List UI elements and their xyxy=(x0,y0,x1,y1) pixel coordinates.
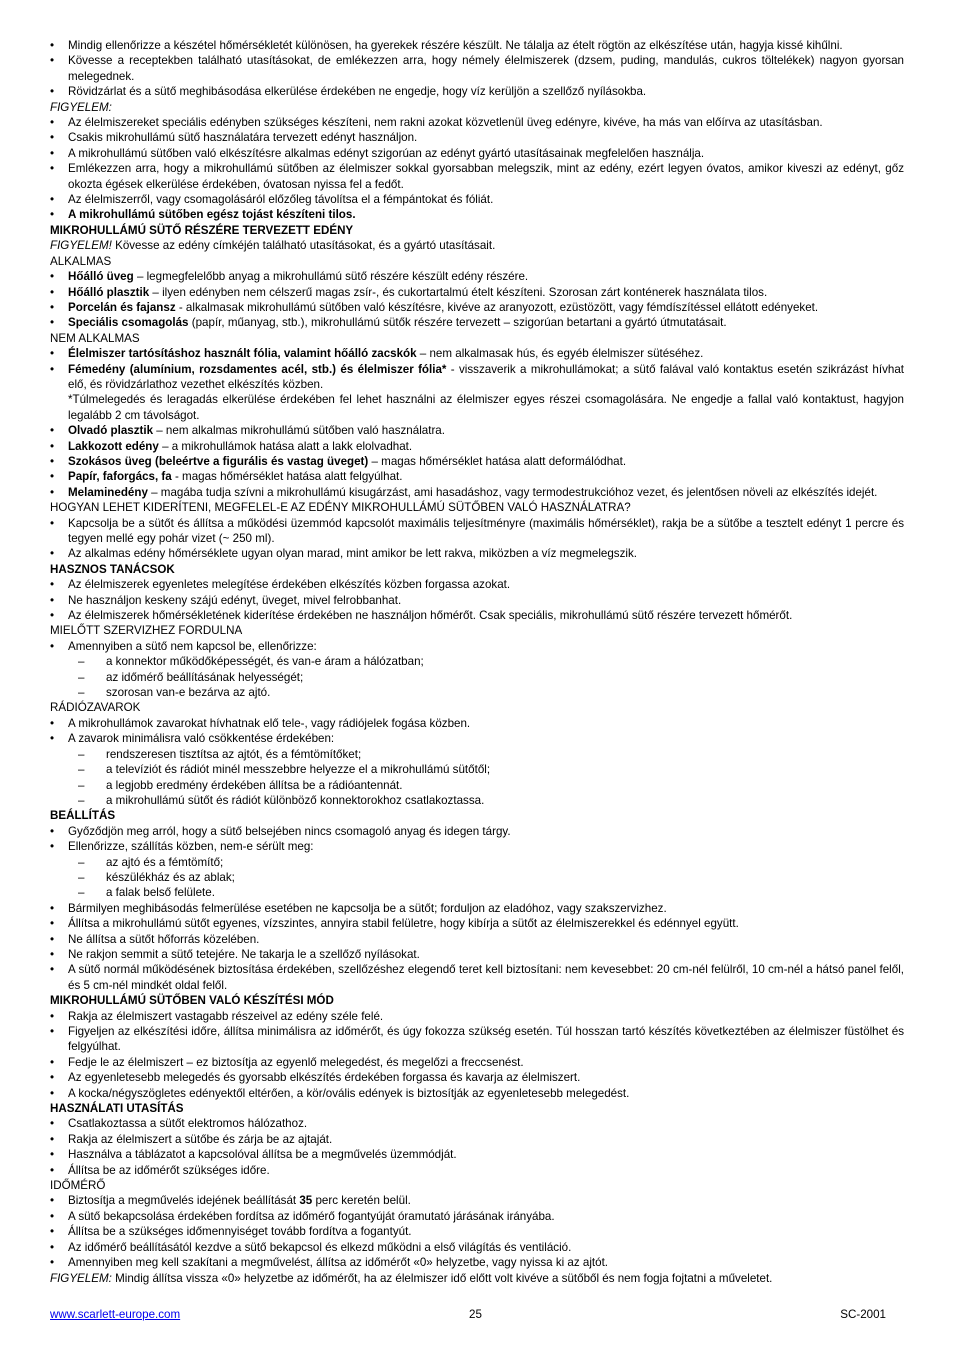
bullet-item: • Csakis mikrohullámú sütő használatára tervezett edényt használjon. xyxy=(50,130,904,145)
bullet-item: • Ne használjon keskeny szájú edényt, üveget, mivel felrobbanhat. xyxy=(50,593,904,608)
paragraph: HOGYAN LEHET KIDERÍTENI, MEGFELEL-E AZ EDÉNY MIKROHULLÁMÚ SÜTŐBEN VALÓ HASZNÁLATRA? xyxy=(50,501,631,515)
bullet-item: • Emlékezzen arra, hogy a mikrohullámú sütőben az élelmiszer sokkal gyorsabban melegszik, mint az edény, ezért legyen óvatos, amikor kiveszi az edényt, gőz okozta égések elkerülése érdekében, óvatosan nyissa fel a fedőt. xyxy=(50,161,904,192)
dash-item: – a televíziót és rádiót minél messzebbre helyezze el a mikrohullámú sütőtől; xyxy=(50,762,904,777)
bullet-item: • Kapcsolja be a sütőt és állítsa a működési üzemmód kapcsolót maximális teljesítményre (maximális hőmérséklet), rakja be a sütőbe a tesztelt edényt 1 percre és tegyen mellé egy pohár vizet (~ 250 ml). xyxy=(50,516,904,547)
bullet-item: • Állítsa a mikrohullámú sütőt egyenes, vízszintes, annyira stabil felületre, hogy kibírja a sütőt az élelmiszerekkel és edénnyel együtt. xyxy=(50,916,904,931)
section-heading: MIKROHULLÁMÚ SÜTŐ RÉSZÉRE TERVEZETT EDÉNY xyxy=(50,223,354,237)
bullet-item: • Amennyiben meg kell szakítani a megművelést, állítsa az időmérőt «0» helyzetbe, vagy nyissa ki az ajtót. xyxy=(50,1255,904,1270)
warning-label: FIGYELEM: xyxy=(50,100,112,114)
bullet-item: • Állítsa be az időmérőt szükséges időre. xyxy=(50,1163,904,1178)
bullet-item: • Győződjön meg arról, hogy a sütő belsejében nincs csomagoló anyag és idegen tárgy. xyxy=(50,824,904,839)
dash-item: – szorosan van-e bezárva az ajtó. xyxy=(50,685,904,700)
bullet-item: • Ne rakjon semmit a sütő tetejére. Ne takarja le a szellőző nyílásokat. xyxy=(50,947,904,962)
bullet-item: • Papír, faforgács, fa - magas hőmérséklet hatása alatt felgyúlhat. xyxy=(50,469,904,484)
bullet-item: • Fémedény (alumínium, rozsdamentes acél, stb.) és élelmiszer fólia* - visszaverik a mikrohullámokat; a sütő falával való kontaktus esetén szikrázást hívhat elő, és rövidzárlathoz vezethet elkészítés közben. xyxy=(50,362,904,393)
bullet-item: • Speciális csomagolás (papír, műanyag, stb.), mikrohullámú sütők részére tervezett – szigorúan betartani a gyártó útmutatásait. xyxy=(50,315,904,330)
bullet-item: • Ellenőrizze, szállítás közben, nem-e sérült meg: xyxy=(50,839,904,854)
bullet-item: • Figyeljen az elkészítési időre, állítsa minimálisra az időmérőt, és úgy fokozza szükség esetén. Túl hosszan tartó készítés következtében az élelmiszer füstölhet és felgyúlhat. xyxy=(50,1024,904,1055)
bullet-item: • Mindig ellenőrizze a készétel hőmérsékletét különösen, ha gyerekek részére készült. Ne tálalja az ételt rögtön az elkészítése után, hagyja kissé kihűlni. xyxy=(50,38,904,53)
bullet-item: • A kocka/négyszögletes edényektől eltérően, a kör/ovális edények is biztosítják az egyenletesebb melegedést. xyxy=(50,1086,904,1101)
bullet-item: • Az élelmiszerek hőmérsékletének kiderítése érdekében ne használjon hőmérőt. Csak speciális, mikrohullámú sütő részére tervezett hőmérőt. xyxy=(50,608,904,623)
bullet-item: • Ne állítsa a sütőt hőforrás közelében. xyxy=(50,932,904,947)
dash-item: – a legjobb eredmény érdekében állítsa be a rádióantennát. xyxy=(50,778,904,793)
bullet-item: • A zavarok minimálisra való csökkentése érdekében: xyxy=(50,731,904,746)
bullet-item: • Hőálló plasztik – ilyen edényben nem célszerű magas zsír-, és cukortartalmú ételt készíteni. Szorosan zárt konténerek használata tilos. xyxy=(50,285,904,300)
bullet-item: • Csatlakoztassa a sütőt elektromos hálózathoz. xyxy=(50,1116,904,1131)
dash-item: – készülékház és az ablak; xyxy=(50,870,904,885)
dash-item: – a mikrohullámú sütőt és rádiót különböző konnektorokhoz csatlakoztassa. xyxy=(50,793,904,808)
bullet-item: • Bármilyen meghibásodás felmerülése esetében ne kapcsolja be a sütőt; forduljon az eladóhoz, vagy szakszervizhez. xyxy=(50,901,904,916)
bullet-item: • Az egyenletesebb melegedés és gyorsabb elkészítés érdekében forgassa és kavarja az élelmiszert. xyxy=(50,1070,904,1085)
bullet-item: • Rakja az élelmiszert vastagabb részeivel az edény széle felé. xyxy=(50,1009,904,1024)
paragraph: MIELŐTT SZERVIZHEZ FORDULNA xyxy=(50,624,243,638)
paragraph: FIGYELEM: Mindig állítsa vissza «0» helyzetbe az időmérőt, ha az élelmiszer idő előtt volt kivéve a sütőből és nem fogja fojtatni a műveletet. xyxy=(50,1271,773,1285)
section-heading: BEÁLLÍTÁS xyxy=(50,809,116,823)
bullet-item: • Szokásos üveg (beleértve a figurális és vastag üveget) – magas hőmérséklet hatása alatt deformálódhat. xyxy=(50,454,904,469)
bullet-item: • A sütő normál működésének biztosítása érdekében, szellőzéshez elegendő teret kell biztosítani: nem kevesebbet: 20 cm-nél felülről, 10 cm-nél a hátsó panel felől, és 5 cm-nél mindkét oldal felől. xyxy=(50,962,904,993)
dash-item: – az ajtó és a fémtömítő; xyxy=(50,855,904,870)
bullet-item: • Hőálló üveg – legmegfelelőbb anyag a mikrohullámú sütő részére készült edény részére. xyxy=(50,269,904,284)
bullet-item: • Olvadó plasztik – nem alkalmas mikrohullámú sütőben való használatra. xyxy=(50,423,904,438)
bullet-item: • Az élelmiszerről, vagy csomagolásáról előzőleg távolítsa el a fémpántokat és fóliát. xyxy=(50,192,904,207)
website-link[interactable]: www.scarlett-europe.com xyxy=(50,1308,181,1321)
model-number: SC-2001 xyxy=(840,1308,886,1321)
dash-item: – az időmérő beállításának helyességét; xyxy=(50,670,904,685)
bullet-item: • Állítsa be a szükséges időmennyiséget tovább fordítva a fogantyút. xyxy=(50,1224,904,1239)
paragraph: ALKALMAS xyxy=(50,254,112,268)
bullet-item: • A mikrohullámú sütőben való elkészítésre alkalmas edényt szigorúan az edényt gyártó utasításainak megfelelően használja. xyxy=(50,146,904,161)
bullet-item: • Az alkalmas edény hőmérséklete ugyan olyan marad, mint amikor be lett rakva, miközben a víz megmelegszik. xyxy=(50,546,904,561)
bullet-item: • Amennyiben a sütő nem kapcsol be, ellenőrizze: xyxy=(50,639,904,654)
bullet-item: • A sütő bekapcsolása érdekében fordítsa az időmérő fogantyúját óramutató járásának irányába. xyxy=(50,1209,904,1224)
bullet-item: • Kövesse a receptekben található utasításokat, de emlékezzen arra, hogy némely élelmiszerek (dzsem, puding, mandulás, cukros töltelékek) nagyon gyorsan melegednek. xyxy=(50,53,904,84)
bullet-item: • Használva a táblázatot a kapcsolóval állítsa be a megművelés üzemmódját. xyxy=(50,1147,904,1162)
note-text: *Túlmelegedés és leragadás elkerülése érdekében fel lehet használni az élelmiszer egyes részei csomagolására. Ne engedje a fallal való kontaktust, hagyjon legalább 2 cm távolságot. xyxy=(68,393,904,422)
section-heading: HASZNOS TANÁCSOK xyxy=(50,562,175,576)
bullet-item: • Rövidzárlat és a sütő meghibásodása elkerülése érdekében ne engedje, hogy víz kerüljön a szellőző nyílásokba. xyxy=(50,84,904,99)
bullet-item: • A mikrohullámok zavarokat hívhatnak elő tele-, vagy rádiójelek fogása közben. xyxy=(50,716,904,731)
bullet-item: • A mikrohullámú sütőben egész tojást készíteni tilos. xyxy=(50,207,904,222)
dash-item: – a falak belső felülete. xyxy=(50,885,904,900)
section-heading: MIKROHULLÁMÚ SÜTŐBEN VALÓ KÉSZÍTÉSI MÓD xyxy=(50,994,334,1008)
bullet-item: • Rakja az élelmiszert a sütőbe és zárja be az ajtaját. xyxy=(50,1132,904,1147)
page-number: 25 xyxy=(469,1308,482,1321)
bullet-item: • Biztosítja a megművelés idejének beállítását 35 perc keretén belül. xyxy=(50,1193,904,1208)
bullet-item: • Porcelán és fajansz - alkalmasak mikrohullámú sütőben való készítésre, kivéve az aranyozott, ezüstözött, vagy fémdíszítéssel ellátott edényeket. xyxy=(50,300,904,315)
bullet-item: • Fedje le az élelmiszert – ez biztosítja az egyenlő melegedést, és megelőzi a freccsenést. xyxy=(50,1055,904,1070)
bullet-item: • Az időmérő beállításától kezdve a sütő bekapcsol és elkezd működni a első világítás és ventiláció. xyxy=(50,1240,904,1255)
paragraph: FIGYELEM! Kövesse az edény címkéjén található utasításokat, és a gyártó utasításait. xyxy=(50,239,496,253)
dash-item: – rendszeresen tisztítsa az ajtót, és a fémtömítőket; xyxy=(50,747,904,762)
bullet-item: • Melaminedény – magába tudja szívni a mikrohullámú kisugárzást, ami hasadáshoz, vagy termodestrukcióhoz vezet, és jelentősen növeli az elkészítés idejét. xyxy=(50,485,904,500)
paragraph: IDŐMÉRŐ xyxy=(50,1179,106,1193)
paragraph: NEM ALKALMAS xyxy=(50,331,140,345)
dash-item: – a konnektor működőképességét, és van-e áram a hálózatban; xyxy=(50,654,904,669)
bullet-item: • Élelmiszer tartósításhoz használt fólia, valamint hőálló zacskók – nem alkalmasak hús, és egyéb élelmiszer sütéséhez. xyxy=(50,346,904,361)
instruction-text xyxy=(50,38,904,1286)
bullet-item: • Az élelmiszereket speciális edényben szükséges készíteni, nem rakni azokat közvetlenül üveg edényre, kivéve, ha más van előírva az utasításban. xyxy=(50,115,904,130)
section-heading: HASZNÁLATI UTASÍTÁS xyxy=(50,1102,184,1116)
page-footer xyxy=(50,1307,886,1323)
paragraph: RÁDIÓZAVAROK xyxy=(50,701,141,715)
bullet-item: • Lakkozott edény – a mikrohullámok hatása alatt a lakk elolvadhat. xyxy=(50,439,904,454)
bullet-item: • Az élelmiszerek egyenletes melegítése érdekében elkészítés közben forgassa azokat. xyxy=(50,577,904,592)
